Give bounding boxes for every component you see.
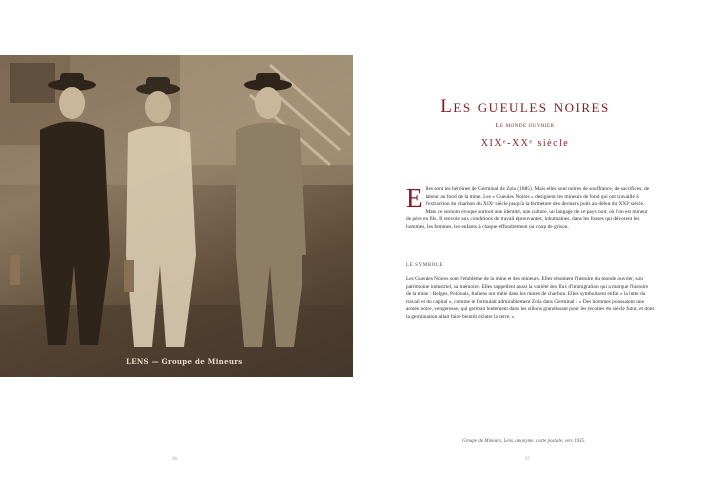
page-number-right: 37 — [525, 457, 530, 462]
page-number-left: 36 — [172, 457, 177, 462]
page-title: Les gueules noires — [440, 96, 610, 117]
century-heading: XIXᵉ-XXᵉ siècle — [480, 138, 570, 149]
photo-credit: Groupe de Mineurs, Lens, anonyme, carte postale, vers 1935. — [462, 439, 586, 444]
miners-photo-illustration — [0, 55, 353, 377]
page-subtitle: Le monde ouvrier — [495, 122, 555, 129]
photo-caption: LENS — Groupe de Mineurs — [126, 357, 243, 366]
section-heading: LE SYMBOLE — [406, 263, 444, 268]
section-paragraph: Les Gueules Noires sont l'emblème de la mine et des mineurs. Elles résument l'histoire du monde ouvrier, son patrimoine industriel, sa mémoire. Elles rappellent aussi la variété des flux d'immigration qui a marqué l'histoire de la mine : Belges, Polonais, Italiens ont mêlé dans les mines de charbon. Elles symbolisent enfin « la lutte du travail et du capital », comme le formulait admirablement Zola dans Germinal : « Des hommes poussaient une armée noire, vengeresse, qui germait lentement dans les sillons grandissant pour les récoltes du siècle futur, et dont la germination allait faire bientôt éclater la terre. » — [406, 276, 654, 320]
miners-photograph — [0, 55, 353, 377]
intro-text: lles sont les héroïnes de Germinal de Zola (1885). Mais elles sont noires de souffrance, de sacrifices, de labeur au fond de la mine. Les « Gueules Noires » désignent les mineurs de fond qui ont travaillé à l'extraction du charbon du XIXᵉ siècle jusqu'à la fermeture des derniers puits au début du XXIᵉ siècle. Mais ce surnom évoque surtout une identité, une culture, un langage de ce pays noir, où l'on est mineur de père en fils. Il renvoie aux conditions de travail éprouvantes, inhumaines, dans les fosses qui dévorent les hommes, les femmes, les enfants à chaque effondrement ou coup de grisou. — [406, 186, 650, 230]
intro-paragraph — [406, 183, 654, 232]
drop-cap: E — [406, 183, 423, 213]
